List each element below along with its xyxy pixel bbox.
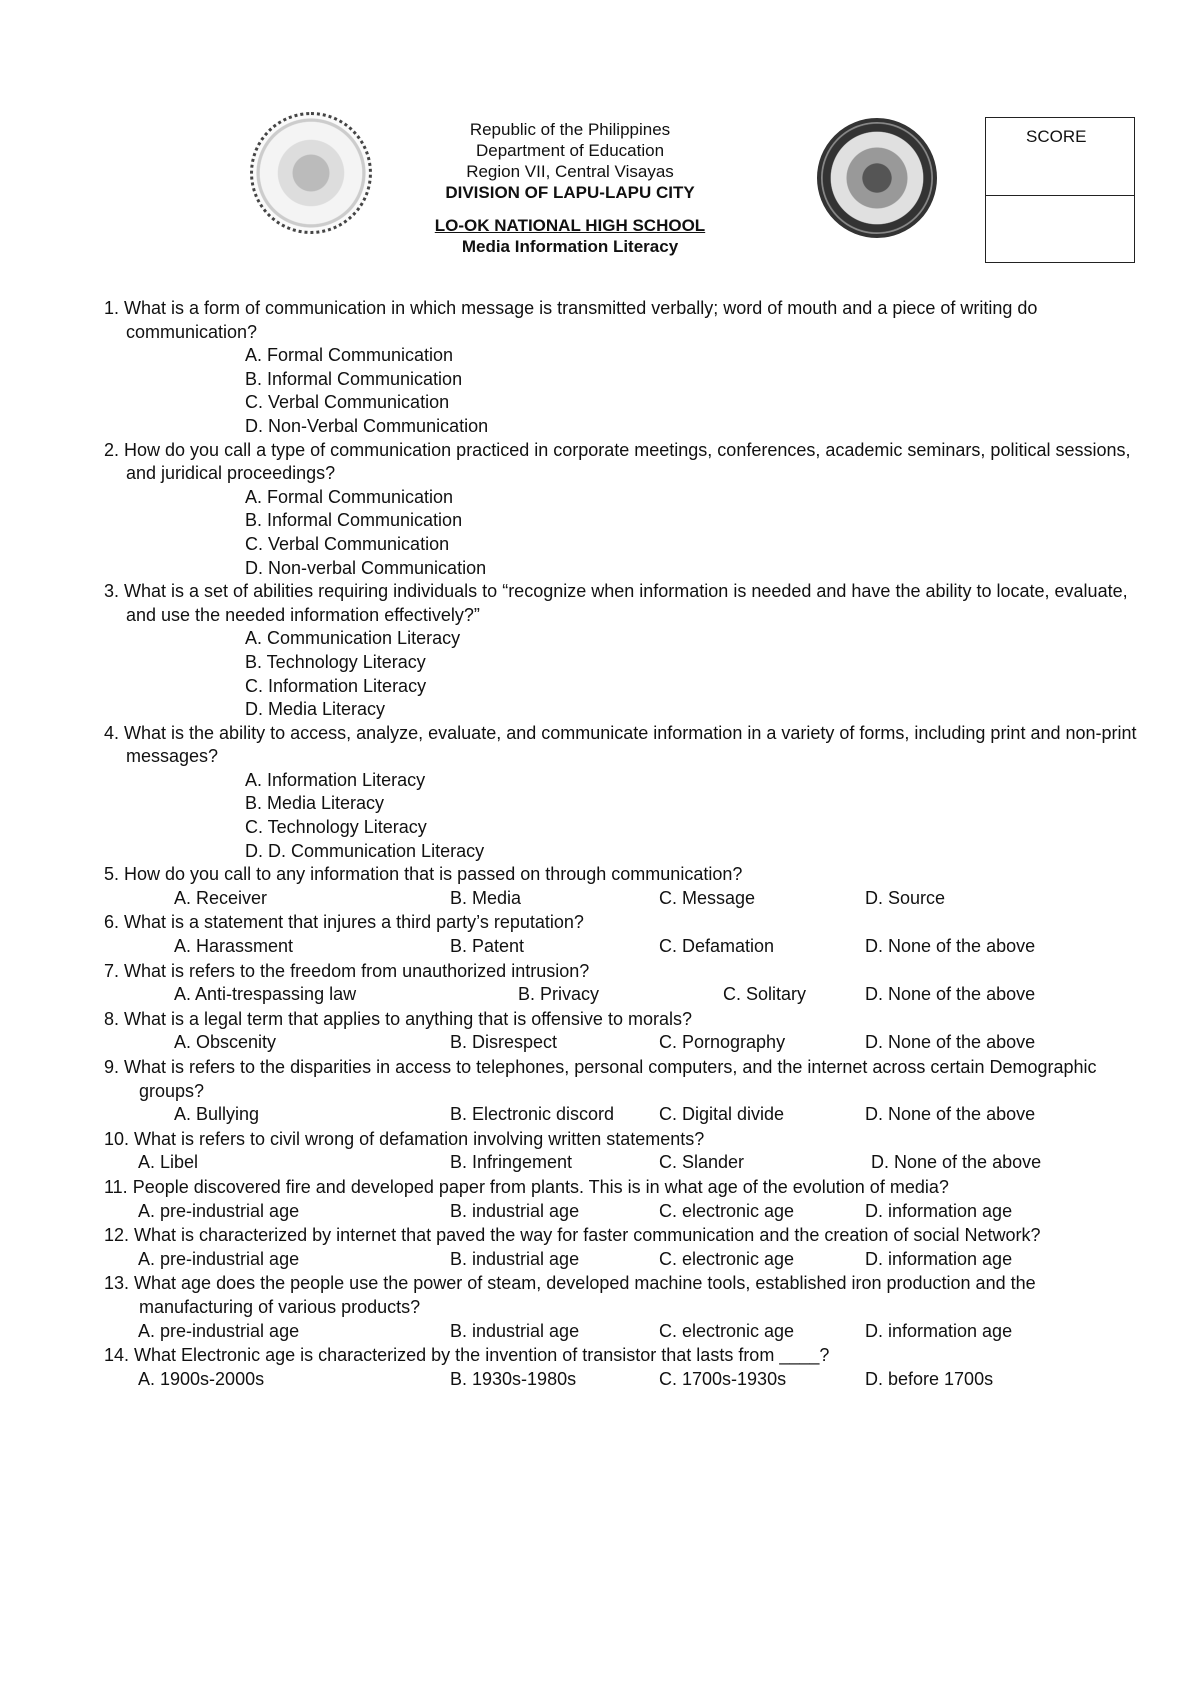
question-stem: 2. How do you call a type of communication practiced in corporate meetings, conferences, academic seminars, political sessions, and juridical proceedings? bbox=[104, 439, 1131, 484]
question-stem: 11. People discovered fire and developed paper from plants. This is in what age of the evolution of media? bbox=[104, 1176, 949, 1197]
answer-option: D. before 1700s bbox=[865, 1368, 994, 1389]
question-stem: 13. What age does the people use the power of steam, developed machine tools, established iron production and the manufacturing of various products? bbox=[104, 1273, 1036, 1317]
answer-option: A. Formal Communication bbox=[245, 345, 454, 366]
score-box bbox=[985, 117, 1135, 263]
question-stem: 9. What is refers to the disparities in access to telephones, personal computers, and the internet across certain Demographic groups? bbox=[104, 1057, 1097, 1101]
answer-option: B. Technology Literacy bbox=[245, 651, 426, 672]
answer-option: C. Verbal Communication bbox=[245, 533, 450, 554]
score-label: SCORE bbox=[1026, 127, 1087, 146]
question-3 bbox=[104, 580, 1149, 722]
answer-option: C. Verbal Communication bbox=[245, 392, 450, 413]
question-stem: 1. What is a form of communication in which message is transmitted verbally; word of mouth and a piece of writing do communication? bbox=[104, 298, 1038, 342]
answer-option: C. Solitary bbox=[723, 984, 807, 1005]
question-8 bbox=[104, 1008, 1149, 1056]
answer-option: B. Informal Communication bbox=[245, 510, 463, 531]
answer-option: A. Formal Communication bbox=[245, 486, 454, 507]
answer-option: C. Information Literacy bbox=[245, 675, 427, 696]
answer-option: D. None of the above bbox=[871, 1152, 1042, 1173]
answer-option: A. Bullying bbox=[174, 1104, 260, 1125]
answer-option: A. Communication Literacy bbox=[245, 628, 461, 649]
question-14 bbox=[104, 1344, 1149, 1392]
question-6 bbox=[104, 911, 1149, 959]
question-2 bbox=[104, 439, 1149, 581]
question-12 bbox=[104, 1224, 1149, 1272]
answer-option: D. Source bbox=[865, 887, 946, 908]
question-13 bbox=[104, 1272, 1149, 1344]
question-1 bbox=[104, 297, 1149, 439]
answer-option: D. information age bbox=[865, 1320, 1013, 1341]
answer-option: B. industrial age bbox=[450, 1248, 580, 1269]
answer-option: C. electronic age bbox=[659, 1248, 795, 1269]
header-department: Department of Education bbox=[475, 141, 665, 160]
answer-option: C. electronic age bbox=[659, 1320, 795, 1341]
answer-option: A. Obscenity bbox=[174, 1032, 277, 1053]
question-10 bbox=[104, 1128, 1149, 1176]
question-4 bbox=[104, 722, 1149, 864]
division-seal-icon bbox=[817, 118, 937, 238]
question-stem: 8. What is a legal term that applies to anything that is offensive to morals? bbox=[104, 1008, 692, 1029]
answer-option: A. Information Literacy bbox=[245, 769, 426, 790]
question-stem: 6. What is a statement that injures a third party’s reputation? bbox=[104, 912, 584, 933]
answer-option: B. industrial age bbox=[450, 1200, 580, 1221]
answer-option: B. 1930s-1980s bbox=[450, 1368, 577, 1389]
answer-option: B. Media bbox=[450, 887, 522, 908]
answer-option: B. Infringement bbox=[450, 1152, 573, 1173]
answer-option: B. Informal Communication bbox=[245, 368, 463, 389]
question-stem: 7. What is refers to the freedom from unauthorized intrusion? bbox=[104, 960, 590, 981]
header-region: Region VII, Central Visayas bbox=[466, 162, 674, 181]
answer-option: B. industrial age bbox=[450, 1320, 580, 1341]
question-stem: 14. What Electronic age is characterized by the invention of transistor that lasts from ____? bbox=[104, 1345, 830, 1366]
answer-option: C. Defamation bbox=[659, 936, 775, 957]
header-division: DIVISION OF LAPU-LAPU CITY bbox=[445, 183, 695, 202]
answer-option: D. None of the above bbox=[865, 1104, 1036, 1125]
answer-option: B. Privacy bbox=[518, 984, 600, 1005]
question-5 bbox=[104, 863, 1149, 911]
answer-option: C. electronic age bbox=[659, 1200, 795, 1221]
answer-option: C. Message bbox=[659, 887, 756, 908]
answer-option: A. Receiver bbox=[174, 887, 268, 908]
answer-option: B. Patent bbox=[450, 936, 525, 957]
answer-option: A. pre-industrial age bbox=[138, 1200, 300, 1221]
answer-option: C. Technology Literacy bbox=[245, 817, 427, 838]
document-header bbox=[420, 119, 720, 257]
answer-option: A. Libel bbox=[138, 1152, 199, 1173]
answer-option: A. Harassment bbox=[174, 936, 294, 957]
answer-option: D. Non-Verbal Communication bbox=[245, 415, 489, 436]
answer-option: B. Media Literacy bbox=[245, 793, 385, 814]
quiz-questions bbox=[104, 297, 1149, 1392]
answer-option: A. Anti-trespassing law bbox=[174, 984, 357, 1005]
answer-option: A. pre-industrial age bbox=[138, 1248, 300, 1269]
answer-option: B. Disrespect bbox=[450, 1032, 558, 1053]
answer-option: D. None of the above bbox=[865, 984, 1036, 1005]
header-republic: Republic of the Philippines bbox=[469, 120, 671, 139]
question-7 bbox=[104, 960, 1149, 1008]
answer-option: D. None of the above bbox=[865, 936, 1036, 957]
answer-option: D. D. Communication Literacy bbox=[245, 840, 485, 861]
answer-option: D. information age bbox=[865, 1200, 1013, 1221]
answer-option: D. information age bbox=[865, 1248, 1013, 1269]
answer-option: C. Digital divide bbox=[659, 1104, 785, 1125]
answer-option: A. 1900s-2000s bbox=[138, 1368, 265, 1389]
answer-option: A. pre-industrial age bbox=[138, 1320, 300, 1341]
question-stem: 5. How do you call to any information that is passed on through communication? bbox=[104, 864, 743, 885]
question-stem: 10. What is refers to civil wrong of defamation involving written statements? bbox=[104, 1128, 705, 1149]
subject-title: Media Information Literacy bbox=[461, 237, 679, 256]
answer-option: C. Pornography bbox=[659, 1032, 786, 1053]
question-stem: 3. What is a set of abilities requiring individuals to “recognize when information is needed and have the ability to locate, evaluate, and use the needed information effectively?” bbox=[104, 581, 1128, 625]
answer-option: B. Electronic discord bbox=[450, 1104, 615, 1125]
answer-option: C. 1700s-1930s bbox=[659, 1368, 787, 1389]
answer-option: D. Media Literacy bbox=[245, 699, 386, 720]
deped-seal-icon bbox=[250, 112, 372, 234]
answer-option: D. None of the above bbox=[865, 1032, 1036, 1053]
score-divider bbox=[986, 195, 1134, 196]
question-stem: 4. What is the ability to access, analyze, evaluate, and communicate information in a variety of forms, including print and non-print messages? bbox=[104, 722, 1137, 767]
question-9 bbox=[104, 1056, 1149, 1128]
question-11 bbox=[104, 1176, 1149, 1224]
question-stem: 12. What is characterized by internet that paved the way for faster communication and the creation of social Network? bbox=[104, 1225, 1041, 1246]
answer-option: C. Slander bbox=[659, 1152, 745, 1173]
school-name: LO-OK NATIONAL HIGH SCHOOL bbox=[434, 216, 706, 235]
answer-option: D. Non-verbal Communication bbox=[245, 557, 487, 578]
